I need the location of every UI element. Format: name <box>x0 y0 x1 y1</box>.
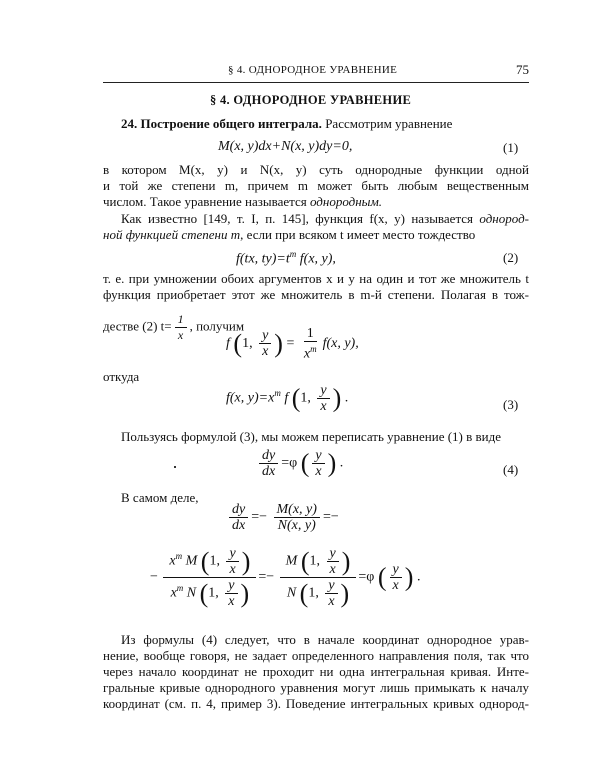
equation-2: f(tx, $ty)=t^m$ f(x, y), <box>236 249 336 267</box>
para1-line3: числом. Такое уравнение называется однородным. <box>103 194 383 209</box>
para5-line5: координат (см. п. 4, пример 3). Поведение интегральных кривых однород- <box>103 696 529 711</box>
para3-line3: дестве (2) t= $\frac{1}{x}$ , получим <box>103 312 245 342</box>
section-title: § 4. ОДНОРОДНОЕ УРАВНЕНИЕ <box>210 93 412 107</box>
para1-line2: и той же степени m, причем m может быть любым вещественным <box>103 178 529 193</box>
subsection-rest: Рассмотрим уравнение <box>321 116 453 131</box>
subsection-number: 24. <box>121 116 138 131</box>
equation-1: M(x, y)dx+N(x, y)dy=0, <box>218 139 353 154</box>
para2-line1: Как известно [149, т. I, п. 145], функция f(x, y) называется однород- <box>121 211 529 226</box>
derivation-line2: − $x^m$ M (1, $\frac{y}{x}$ ) $x^m$ N (1, $\frac{y}{x}$ ) =− M (1, $\frac{y}{x}$ ) N (1, $\frac{y}{x}$ ) =φ ( $\frac{y}{x}$ ) . <box>150 546 421 609</box>
running-header: § 4. ОДНОРОДНОЕ УРАВНЕНИЕ <box>228 64 398 76</box>
para5-line3: через начало координат не проходит ни одна интегральная кривая. Инте- <box>103 664 529 679</box>
para3-line2: функция приобретает этот же множитель в m-й степени. Полагая в тож- <box>103 287 529 302</box>
para3-line1: т. е. при умножении обоих аргументов x и y на один и тот же множитель t <box>103 271 529 286</box>
equation-3: f(x, $y)=x^m$ f (1, $\frac{y}{x}$ ) . <box>226 383 349 414</box>
equation-4-number: (4) <box>503 462 519 477</box>
para1-line1: в котором M(x, y) и N(x, y) суть однородные функции одной <box>103 162 529 177</box>
para2-line2: ной функцией степени m, если при всяком t имеет место тождество <box>103 227 476 242</box>
page-number: 75 <box>516 62 529 77</box>
header-rule <box>103 82 529 83</box>
para4: Пользуясь формулой (3), мы можем переписать уравнение (1) в виде <box>121 429 501 444</box>
equation-1-number: (1) <box>503 140 519 155</box>
speck <box>174 466 176 468</box>
para5-line2: нение, вообще говоря, не задает определенного направления поля, так что <box>103 648 529 663</box>
derivation-line1: $\frac{dy}{dx}$ =− $\frac{M(x, y)}{N(x, y)}$ =− <box>226 502 339 533</box>
subsection-heading <box>103 116 529 132</box>
equation-homog-expanded: f (1, $\frac{y}{x}$ ) = $\frac{1}{x^m}$ f(x, y), <box>226 326 359 362</box>
para5-line1: Из формулы (4) следует, что в начале координат однородное урав- <box>121 632 529 647</box>
otkuda: откуда <box>103 369 140 384</box>
subsection-title: Построение общего интеграла. <box>140 116 322 131</box>
equation-4: $\frac{dy}{dx}$ =φ ( $\frac{y}{x}$ ) . <box>256 448 343 479</box>
equation-3-number: (3) <box>503 397 519 412</box>
para5-line4: гральные кривые однородного уравнения могут лишь примыкать к началу <box>103 680 529 695</box>
indeed: В самом деле, <box>121 490 199 505</box>
equation-2-number: (2) <box>503 250 519 265</box>
